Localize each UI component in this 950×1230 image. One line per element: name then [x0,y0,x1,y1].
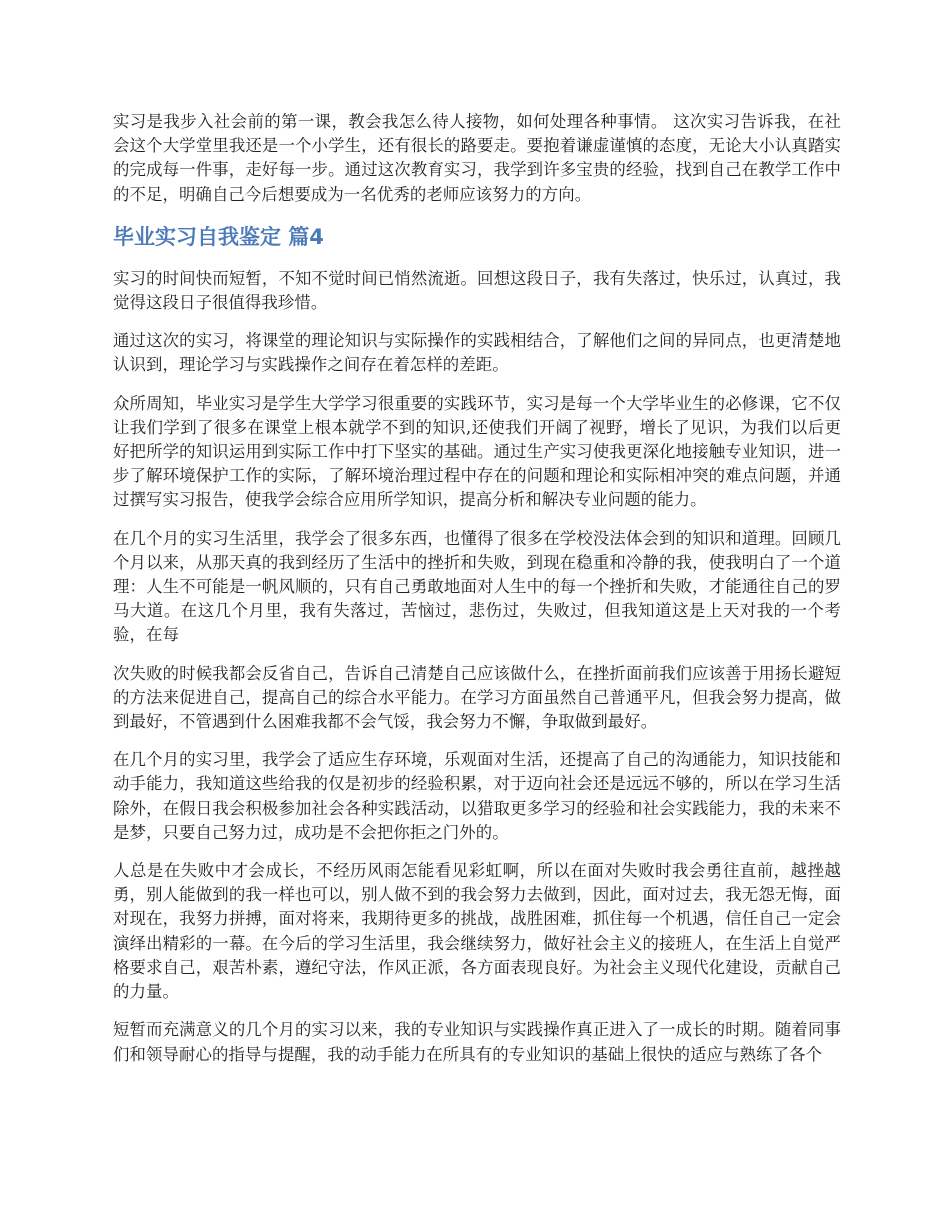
intro-paragraph: 实习是我步入社会前的第一课，教会我怎么待人接物，如何处理各种事情。 这次实习告诉我，在社会这个大学堂里我还是一个小学生，还有很长的路要走。要抱着谦虚谨慎的态度，无论大小认真踏实的完成每一件事，走好每一步。通过这次教育实习，我学到许多宝贵的经验，找到自己在教学工作中的不足，明确自己今后想要成为一名优秀的老师应该努力的方向。 [113,112,841,204]
body-paragraph-6: 在几个月的实习里，我学会了适应生存环境，乐观面对生活，还提高了自己的沟通能力，知识技能和动手能力，我知道这些给我的仅是初步的经验积累，对于迈向社会还是远远不够的，所以在学习生活除外，在假日我会积极参加社会各种实践活动，以猎取更多学习的经验和社会实践能力，我的未来不是梦，只要自己努力过，成功是不会把你拒之门外的。 [113,750,841,842]
body-paragraph-2: 通过这次的实习，将课堂的理论知识与实际操作的实践相结合，了解他们之间的异同点，也更清楚地认识到，理论学习与实践操作之间存在着怎样的差距。 [113,331,841,375]
body-paragraph-5: 次失败的时候我都会反省自己，告诉自己清楚自己应该做什么，在挫折面前我们应该善于用扬长避短的方法来促进自己，提高自己的综合水平能力。在学习方面虽然自己普通平凡，但我会努力提高，做到最好，不管遇到什么困难我都不会气馁，我会努力不懈，争取做到最好。 [113,663,841,732]
body-paragraph-8: 短暂而充满意义的几个月的实习以来，我的专业知识与实践操作真正进入了一成长的时期。随着同事们和领导耐心的指导与提醒，我的动手能力在所具有的专业知识的基础上很快的适应与熟练了各个 [113,1020,841,1064]
body-paragraph-3: 众所周知，毕业实习是学生大学学习很重要的实践环节，实习是每一个大学毕业生的必修课，它不仅让我们学到了很多在课堂上根本就学不到的知识,还使我们开阔了视野，增长了见识，为我们以后更好把所学的知识运用到实际工作中打下坚实的基础。通过生产实习使我更深化地接触专业知识，进一步了解环境保护工作的实际，了解环境治理过程中存在的问题和理论和实际相冲突的难点问题，并通过撰写实习报告，使我学会综合应用所学知识，提高分析和解决专业问题的能力。 [113,393,841,510]
body-paragraph-7: 人总是在失败中才会成长，不经历风雨怎能看见彩虹啊，所以在面对失败时我会勇往直前，越挫越勇，别人能做到的我一样也可以，别人做不到的我会努力去做到，因此，面对过去，我无怨无悔，面对现在，我努力拼搏，面对将来，我期待更多的挑战，战胜困难，抓住每一个机遇，信任自己一定会演绎出精彩的一幕。在今后的学习生活里，我会继续努力，做好社会主义的接班人，在生活上自觉严格要求自己，艰苦朴素，遵纪守法，作风正派，各方面表现良好。为社会主义现代化建设，贡献自己的力量。 [113,861,841,1002]
body-paragraph-1: 实习的时间快而短暂，不知不觉时间已悄然流逝。回想这段日子，我有失落过，快乐过，认真过，我觉得这段日子很值得我珍惜。 [113,268,841,313]
document-page [113,110,841,1081]
body-paragraph-4: 在几个月的实习生活里，我学会了很多东西，也懂得了很多在学校没法体会到的知识和道理。回顾几个月以来，从那天真的我到经历了生活中的挫折和失败，到现在稳重和冷静的我，使我明白了一个道理：人生不可能是一帆风顺的，只有自己勇敢地面对人生中的每一个挫折和失败，才能通往自己的罗马大道。在这几个月里，我有失落过，苦恼过，悲伤过，失败过，但我知道这是上天对我的一个考验，在每 [113,528,841,645]
section-heading: 毕业实习自我鉴定 篇4 [113,224,324,249]
